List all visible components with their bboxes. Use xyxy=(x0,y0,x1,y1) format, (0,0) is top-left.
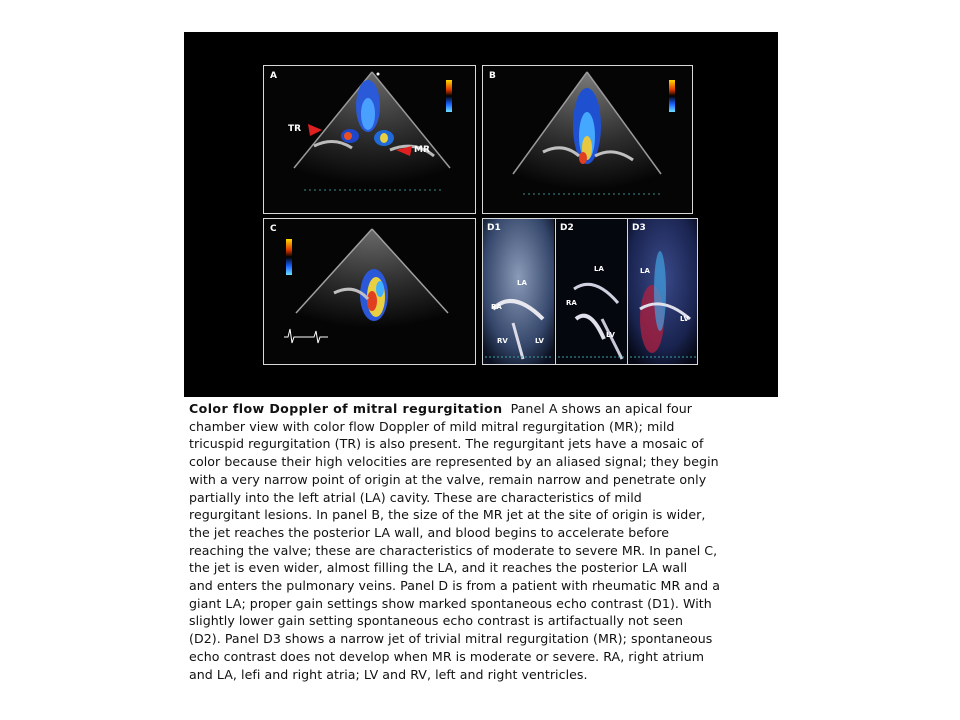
echocardiogram-figure xyxy=(184,32,778,397)
panel-d3 xyxy=(627,219,698,364)
caption-line: partially into the left atrial (LA) cavity. These are characteristics of mild xyxy=(189,489,642,505)
caption-line: with a very narrow point of origin at the valve, remain narrow and penetrate only xyxy=(189,471,707,487)
panel-b xyxy=(482,65,693,214)
caption-line: regurgitant lesions. In panel B, the size of the MR jet at the site of origin is wider, xyxy=(189,507,706,523)
d1-ra-label: RA xyxy=(491,303,502,311)
panel-d xyxy=(482,218,698,365)
panel-b-label: B xyxy=(489,71,496,81)
d3-la-label: LA xyxy=(640,267,650,275)
d1-lv-label: LV xyxy=(535,337,544,345)
d2-ra-label: RA xyxy=(566,299,577,307)
panel-d1 xyxy=(483,219,554,364)
panel-d2 xyxy=(555,219,627,364)
d2-la-label: LA xyxy=(594,265,604,273)
caption-line: reaching the valve; these are characteristics of moderate to severe MR. In panel C, xyxy=(189,542,718,558)
caption-text: Panel A shows an apical four xyxy=(510,401,693,416)
d1-la-label: LA xyxy=(517,279,527,287)
panel-b-image xyxy=(483,66,692,213)
caption-line: giant LA; proper gain settings show marked spontaneous echo contrast (D1). With xyxy=(189,595,712,611)
panel-d3-label: D3 xyxy=(632,223,646,233)
caption-line: the jet reaches the posterior LA wall, and blood begins to accelerate before xyxy=(189,524,670,540)
panel-c xyxy=(263,218,476,365)
caption-line: (D2). Panel D3 shows a narrow jet of trivial mitral regurgitation (MR); spontaneous xyxy=(189,631,713,647)
caption-line: the jet is even wider, almost filling the LA, and it reaches the posterior LA wall xyxy=(189,560,688,576)
panel-c-label: C xyxy=(270,224,277,234)
caption-line-1 xyxy=(189,400,789,418)
figure-caption xyxy=(189,400,789,683)
caption-line: color because their high velocities are represented by an aliased signal; they begin xyxy=(189,454,719,470)
panel-a-label: A xyxy=(270,71,277,81)
panel-d2-image xyxy=(556,219,627,364)
panel-d1-label: D1 xyxy=(487,223,501,233)
caption-title: Color flow Doppler of mitral regurgitation xyxy=(189,401,503,416)
mr-arrow-label: MR xyxy=(414,145,430,155)
caption-line: echo contrast does not develop when MR is moderate or severe. RA, right atrium xyxy=(189,648,705,664)
panel-c-image xyxy=(264,219,475,364)
panel-a xyxy=(263,65,476,214)
caption-line: tricuspid regurgitation (TR) is also present. The regurgitant jets have a mosaic of xyxy=(189,436,704,452)
caption-line: and LA, lefi and right atria; LV and RV, left and right ventricles. xyxy=(189,666,588,682)
tr-arrow-label: TR xyxy=(288,124,302,134)
caption-line: and enters the pulmonary veins. Panel D is from a patient with rheumatic MR and a xyxy=(189,578,720,594)
d3-lv-label: LV xyxy=(680,315,689,323)
panel-d3-image xyxy=(628,219,698,364)
d1-rv-label: RV xyxy=(497,337,508,345)
panel-d2-label: D2 xyxy=(560,223,574,233)
d2-lv-label: LV xyxy=(606,331,615,339)
caption-line: chamber view with color flow Doppler of mild mitral regurgitation (MR); mild xyxy=(189,418,675,434)
caption-line: slightly lower gain setting spontaneous echo contrast is artifactually not seen xyxy=(189,613,684,629)
panel-a-image xyxy=(264,66,475,213)
